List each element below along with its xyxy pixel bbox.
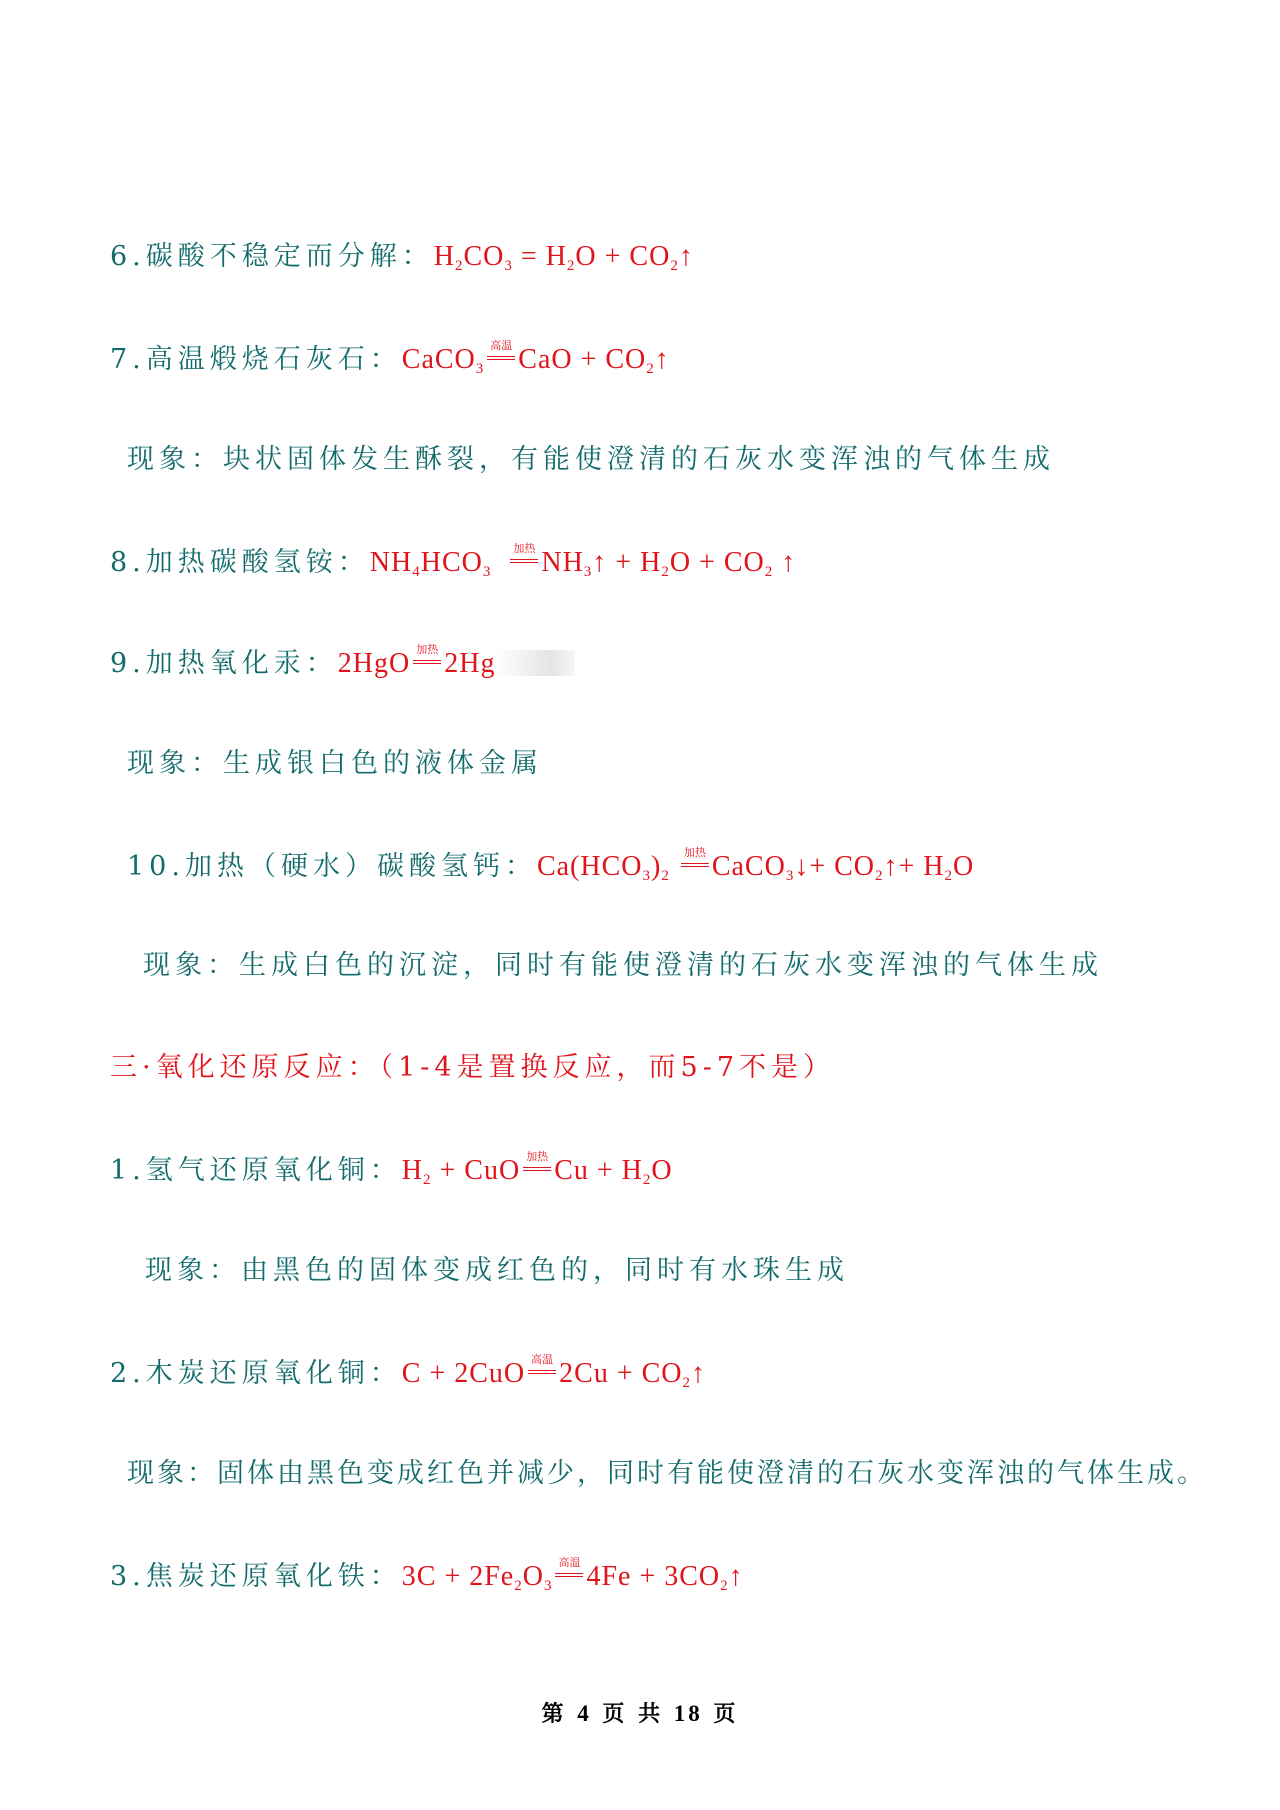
page-number: 4 (577, 1701, 592, 1726)
equation: $H_2$ + CuO 加热 $Cu + H_2O$ (401, 1150, 673, 1188)
line-6 (110, 241, 694, 274)
condition-mark (522, 1150, 552, 1175)
phenomenon-text: 现象：固体由黑色变成红色并减少，同时有能使澄清的石灰水变浑浊的气体生成。 (127, 1458, 1207, 1489)
footer-prefix: 第 (541, 1701, 567, 1727)
line-8 (110, 542, 797, 580)
line-9 (110, 643, 575, 679)
footer-mid: 页 共 (602, 1701, 664, 1727)
equation: $H_2CO_3 = H_2O$ + $CO_2↑$ (433, 241, 694, 274)
line-10 (127, 846, 975, 884)
condition-text: 加热 (526, 1150, 549, 1163)
equation: 2HgO 加热 2Hg (337, 643, 496, 679)
phenomenon-text: 现象：生成白色的沉淀，同时有能使澄清的石灰水变浑浊的气体生成 (143, 950, 1103, 981)
line-label: 2.木炭还原氧化铜： (110, 1358, 402, 1389)
phenomenon-line (143, 952, 1103, 979)
page-total: 18 (673, 1701, 703, 1726)
phenomenon-line (145, 1257, 849, 1284)
redox-line-2 (110, 1353, 707, 1391)
line-7 (110, 339, 670, 377)
condition-text: 加热 (416, 643, 439, 656)
line-label: 7.高温煅烧石灰石： (110, 344, 402, 375)
footer-suffix: 页 (713, 1701, 739, 1727)
line-label: 8.加热碳酸氢铵： (110, 547, 370, 578)
line-label: 10.加热（硬水）碳酸氢钙： (127, 851, 537, 882)
redox-line-1 (110, 1150, 673, 1188)
condition-mark (509, 542, 539, 567)
line-label: 9.加热氧化汞： (110, 648, 338, 679)
condition-mark (412, 643, 442, 668)
equation: $Ca(HCO_3)_2$ 加热 CaCO$_3$↓+ $CO_2↑+ H_2O$ (536, 846, 975, 884)
phenomenon-line (127, 750, 543, 777)
equation: $3C + 2Fe_2O_3$ 高温 $4Fe + 3CO_2↑$ (401, 1556, 744, 1594)
equation: C + 2CuO 高温 $2Cu + CO_2↑$ (401, 1353, 707, 1391)
line-label: 3.焦炭还原氧化铁： (110, 1561, 402, 1592)
phenomenon-text: 现象：由黑色的固体变成红色的，同时有水珠生成 (145, 1255, 849, 1286)
scan-smudge (495, 650, 575, 676)
phenomenon-line (127, 1460, 1207, 1487)
section-heading-text: 三·氧化还原反应：（1-4是置换反应，而5-7不是） (110, 1052, 836, 1083)
condition-text: 高温 (490, 339, 513, 352)
phenomenon-text: 现象：生成银白色的液体金属 (127, 748, 543, 779)
equation: CaCO$_3$ 高温 CaO + $CO_2↑$ (401, 339, 670, 377)
line-label: 6.碳酸不稳定而分解： (110, 241, 434, 272)
condition-mark (680, 846, 710, 871)
condition-text: 高温 (531, 1353, 554, 1366)
condition-text: 高温 (558, 1556, 581, 1569)
condition-mark (486, 339, 516, 364)
condition-mark (554, 1556, 584, 1581)
section-heading (110, 1054, 835, 1081)
equation: $NH_4HCO_3$ 加热 $NH_3↑ + H_2O + CO_2$ ↑ (369, 542, 797, 580)
phenomenon-text: 现象：块状固体发生酥裂，有能使澄清的石灰水变浑浊的气体生成 (127, 444, 1055, 475)
phenomenon-line (127, 446, 1055, 473)
page-footer (0, 1697, 1280, 1728)
line-label: 1.氢气还原氧化铜： (110, 1155, 402, 1186)
redox-line-3 (110, 1556, 744, 1594)
condition-text: 加热 (513, 542, 536, 555)
condition-text: 加热 (683, 846, 706, 859)
condition-mark (527, 1353, 557, 1378)
